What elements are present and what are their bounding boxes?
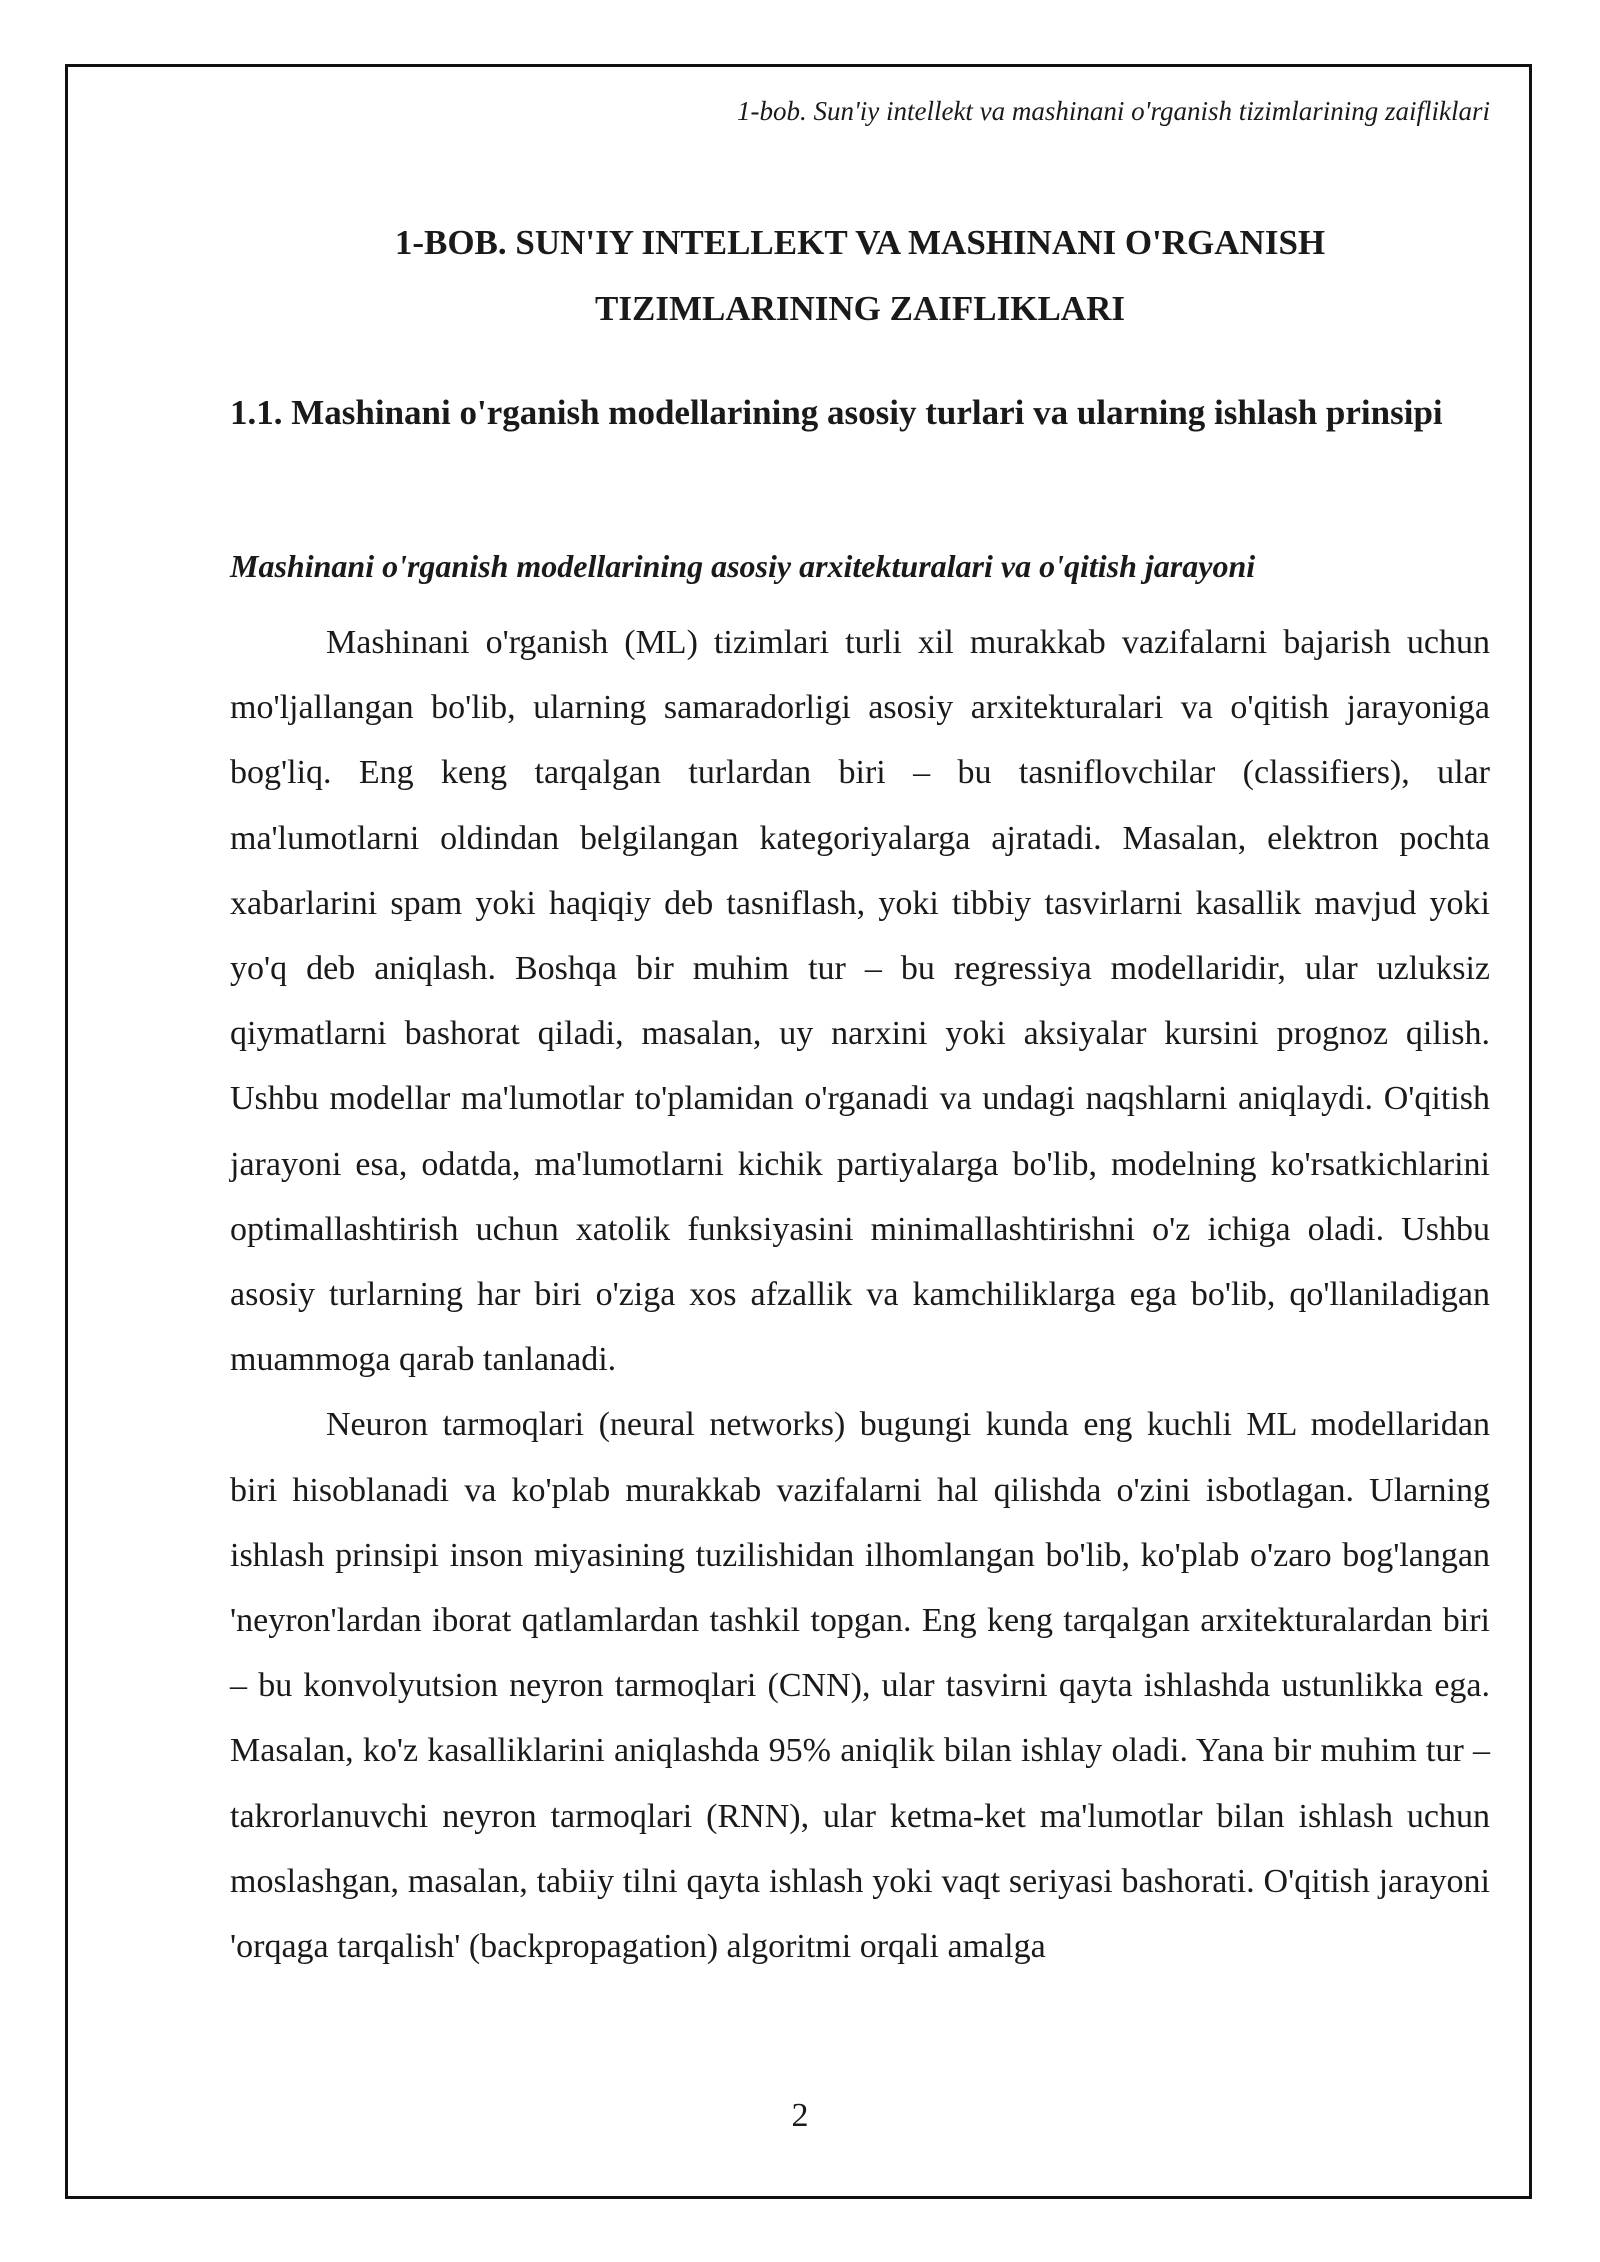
chapter-title-line-2: TIZIMLARINING ZAIFLIKLARI bbox=[595, 289, 1125, 328]
section-heading: 1.1. Mashinani o'rganish modellarining asosiy turlari va ularning ishlash prinsipi bbox=[230, 393, 1443, 432]
chapter-title bbox=[230, 210, 1490, 342]
paragraph-1: Mashinani o'rganish (ML) tizimlari turli xil murakkab vazifalarni bajarish uchun mo'ljallangan bo'lib, ularning samaradorligi asosiy arxitekturalari va o'qitish jarayoniga bog'liq. Eng keng tarqalgan turlardan biri – bu tasniflovchilar (classifiers), ular ma'lumotlarni oldindan belgilangan kategoriyalarga ajratadi. Masalan, elektron pochta xabarlarini spam yoki haqiqiy deb tasniflash, yoki tibbiy tasvirlarni kasallik mavjud yoki yo'q deb aniqlash. Boshqa bir muhim tur – bu regressiya modellaridir, ular uzluksiz qiymatlarni bashorat qiladi, masalan, uy narxini yoki aksiyalar kursini prognoz qilish. Ushbu modellar ma'lumotlar to'plamidan o'rganadi va undagi naqshlarni aniqlaydi. O'qitish jarayoni esa, odatda, ma'lumotlarni kichik partiyalarga bo'lib, modelning ko'rsatkichlarini optimallashtirish uchun xatolik funksiyasini minimallashtirishni o'z ichiga oladi. Ushbu asosiy turlarning har biri o'ziga xos afzallik va kamchiliklarga ega bo'lib, qo'llaniladigan muammoga qarab tanlanadi. bbox=[230, 624, 1490, 1379]
running-header: 1-bob. Sun'iy intellekt va mashinani o'rganish tizimlarining zaifliklari bbox=[736, 96, 1490, 126]
body-text bbox=[230, 610, 1490, 1979]
chapter-title-line-1: 1-BOB. SUN'IY INTELLEKT VA MASHINANI O'RGANISH bbox=[394, 223, 1326, 262]
page-number: 2 bbox=[791, 2097, 809, 2134]
subsection-heading: Mashinani o'rganish modellarining asosiy arxitekturalari va o'qitish jarayoni bbox=[230, 548, 1256, 584]
paragraph-2: Neuron tarmoqlari (neural networks) bugungi kunda eng kuchli ML modellaridan biri hisoblanadi va ko'plab murakkab vazifalarni hal qilishda o'zini isbotlagan. Ularning ishlash prinsipi inson miyasining tuzilishidan ilhomlangan bo'lib, ko'plab o'zaro bog'langan 'neyron'lardan iborat qatlamlardan tashkil topgan. Eng keng tarqalgan arxitekturalardan biri – bu konvolyutsion neyron tarmoqlari (CNN), ular tasvirni qayta ishlashda ustunlikka ega. Masalan, ko'z kasalliklarini aniqlashda 95% aniqlik bilan ishlay oladi. Yana bir muhim tur – takrorlanuvchi neyron tarmoqlari (RNN), ular ketma-ket ma'lumotlar bilan ishlash uchun moslashgan, masalan, tabiiy tilni qayta ishlash yoki vaqt seriyasi bashorati. O'qitish jarayoni 'orqaga tarqalish' (backpropagation) algoritmi orqali amalga bbox=[230, 1406, 1490, 1966]
